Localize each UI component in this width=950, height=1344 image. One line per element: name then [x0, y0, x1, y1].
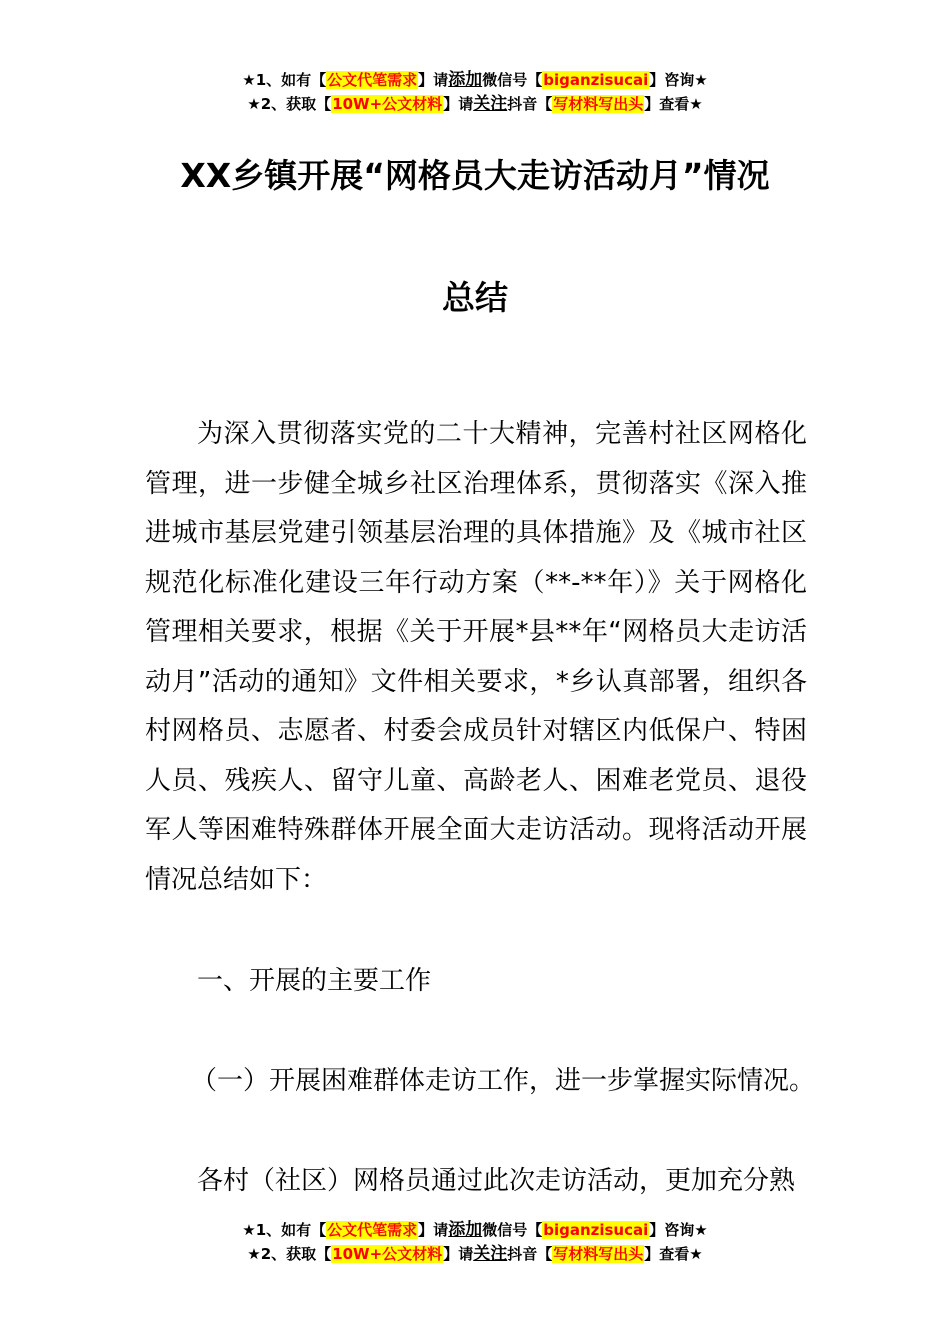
body-paragraph: 各村（社区）网格员通过此次走访活动，更加充分熟	[197, 1166, 796, 1196]
highlight-wechat-id: biganzisucai	[543, 71, 649, 89]
header-banner	[0, 68, 950, 116]
banner-line-1: ★1、如有【公文代笔需求】请添加微信号【biganzisucai】咨询★	[242, 70, 708, 90]
banner-line-2: ★2、获取【10W+公文材料】请关注抖音【写材料写出头】查看★	[247, 94, 703, 114]
highlight-wechat-id: biganzisucai	[543, 1221, 649, 1239]
banner-line-2: ★2、获取【10W+公文材料】请关注抖音【写材料写出头】查看★	[247, 1244, 703, 1264]
document-title-line-2: 总结	[442, 278, 508, 317]
intro-paragraph: 为深入贯彻落实党的二十大精神，完善村社区网格化管理，进一步健全城乡社区治理体系，贯彻落实《深入推进城市基层党建引领基层治理的具体措施》及《城市社区规范化标准化建设三年行动方案（**-**年）》关于网格化管理相关要求，根据《关于开展*县**年“网格员大走访活动月”活动的通知》文件相关要求，*乡认真部署，组织各村网格员、志愿者、村委会成员针对辖区内低保户、特困人员、残疾人、留守儿童、高龄老人、困难老党员、退役军人等困难特殊群体开展全面大走访活动。现将活动开展情况总结如下：	[145, 419, 807, 895]
highlight-materials: 10W+公文材料	[332, 1245, 443, 1263]
highlight-douyin-id: 写材料写出头	[553, 95, 644, 113]
section-heading-1: 一、开展的主要工作	[197, 966, 432, 996]
highlight-materials: 10W+公文材料	[332, 95, 443, 113]
subsection-heading-1-1: （一）开展困难群体走访工作，进一步掌握实际情况。	[191, 1066, 816, 1096]
footer-banner	[0, 1218, 950, 1266]
document-title-line-1: XX乡镇开展“网格员大走访活动月”情况	[180, 156, 770, 195]
highlight-douyin-id: 写材料写出头	[553, 1245, 644, 1263]
highlight-service: 公文代笔需求	[327, 71, 418, 89]
banner-line-1: ★1、如有【公文代笔需求】请添加微信号【biganzisucai】咨询★	[242, 1220, 708, 1240]
highlight-service: 公文代笔需求	[327, 1221, 418, 1239]
